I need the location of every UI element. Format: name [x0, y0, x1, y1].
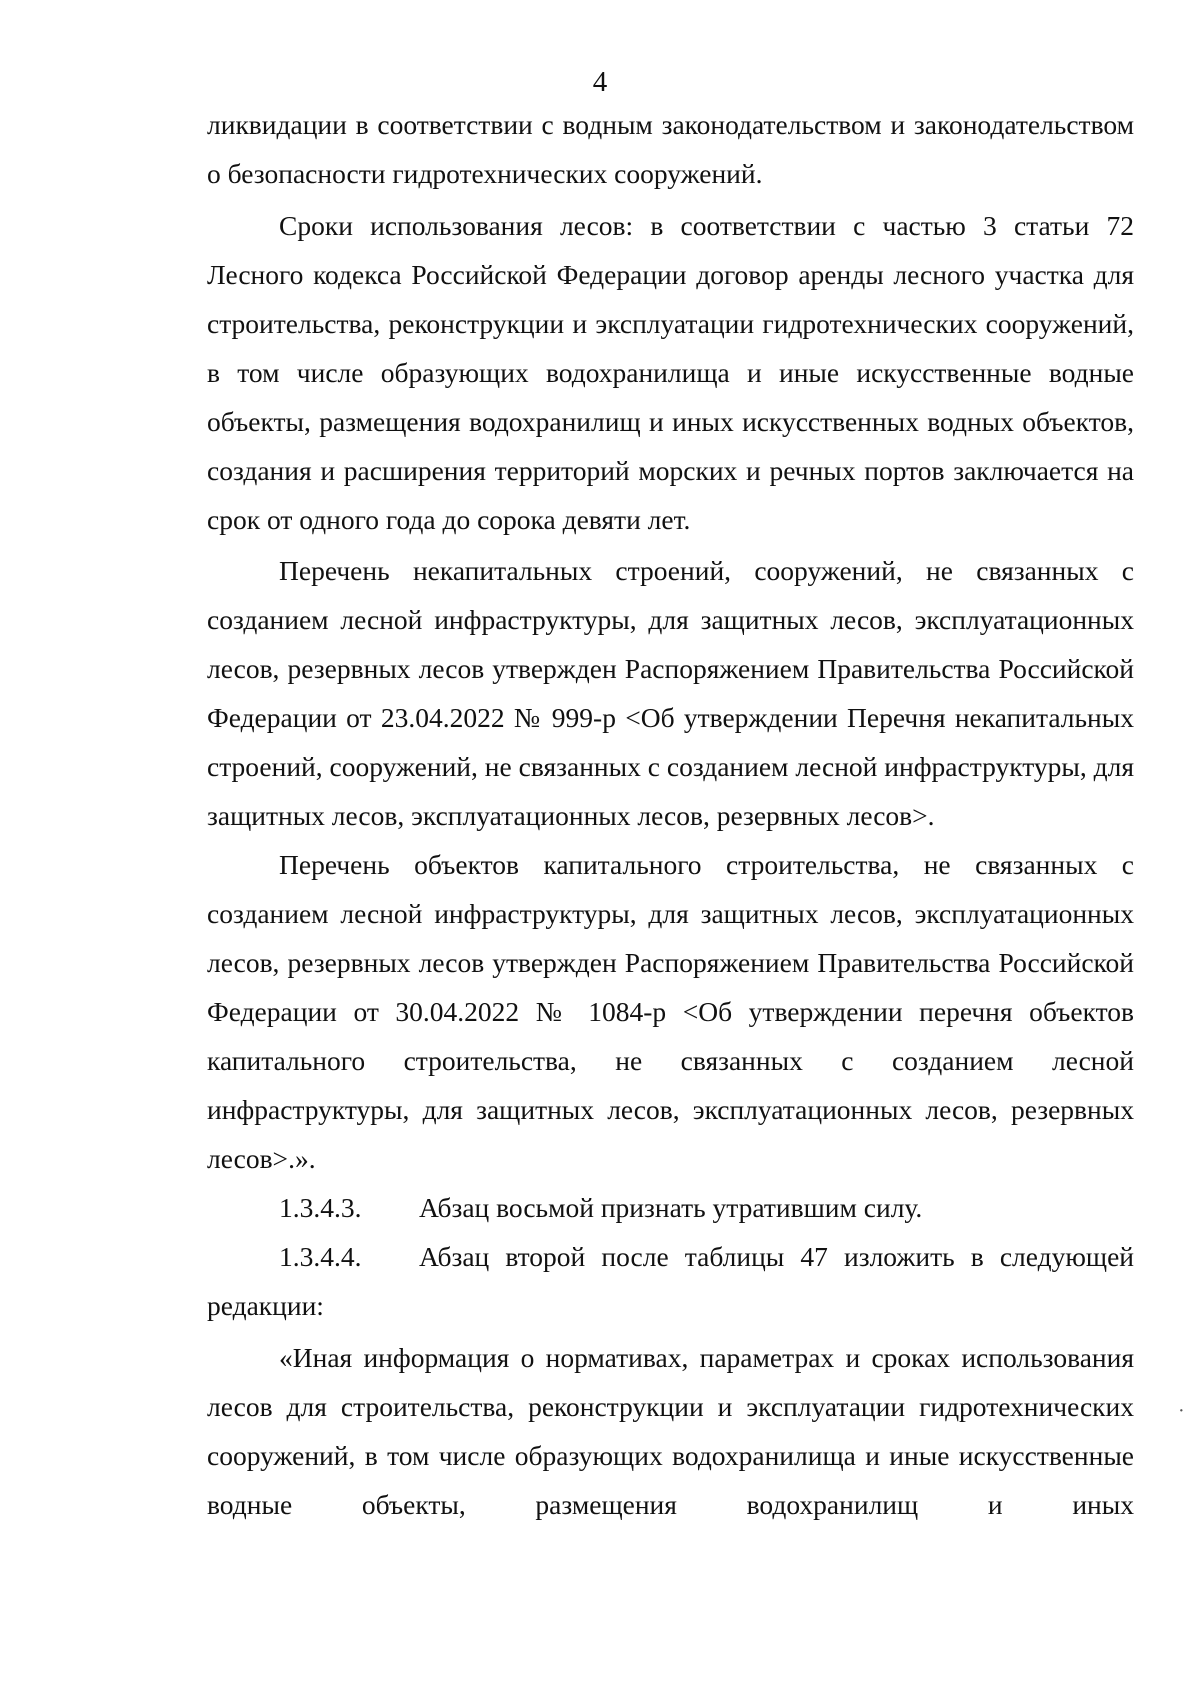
item-number: 1.3.4.4. [279, 1241, 362, 1272]
paragraph-quoted-amendment: «Иная информация о нормативах, параметрах и сроках использования лесов для строительства, реконструкции и эксплуатации гидротехнических сооружений, в том числе образующих водохранилища и иные искусственные водные объекты, размещения водохранилищ и иных [207, 1342, 1134, 1520]
paragraph-non-capital-list: Перечень некапитальных строений, сооружений, не связанных с созданием лесной инфраструктуры, для защитных лесов, эксплуатационных лесов, резервных лесов утвержден Распоряжением Правительства Российской Федерации от 23.04.2022 № 999-р <Об утверждении Перечня некапитальных строений, сооружений, не связанных с созданием лесной инфраструктуры, для защитных лесов, эксплуатационных лесов, резервных лесов>. [207, 555, 1134, 831]
item-text-continuation: редакции: [207, 1290, 324, 1321]
paragraph-capital-list: Перечень объектов капитального строительства, не связанных с созданием лесной инфраструктуры, для защитных лесов, эксплуатационных лесов, резервных лесов утвержден Распоряжением Правительства Российской Федерации от 30.04.2022 № 1084-р <Об утверждении перечня объектов капитального строительства, не связанных с созданием лесной инфраструктуры, для защитных лесов, эксплуатационных лесов, резервных лесов>.». [207, 849, 1134, 1174]
item-number: 1.3.4.3. [279, 1192, 362, 1223]
item-text: Абзац второй после таблицы 47 изложить в следующей [419, 1241, 1134, 1272]
paragraph-usage-terms: Сроки использования лесов: в соответствии с частью 3 статьи 72 Лесного кодекса Российской Федерации договор аренды лесного участка для строительства, реконструкции и эксплуатации гидротехнических сооружений, в том числе образующих водохранилища и иные искусственные водные объекты, размещения водохранилищ и иных искусственных водных объектов, создания и расширения территорий морских и речных портов заключается на срок от одного года до сорока девяти лет. [207, 210, 1134, 535]
paragraph-continuation: ликвидации в соответствии с водным законодательством и законодательством о безопасности гидротехнических сооружений. [207, 109, 1134, 189]
document-body [207, 100, 1134, 1529]
scan-speck: · [1178, 1400, 1185, 1422]
numbered-item-1-3-4-4 [207, 1232, 1134, 1281]
page-number: 4 [592, 66, 608, 98]
item-text: Абзац восьмой признать утратившим силу. [419, 1192, 923, 1223]
numbered-item-1-3-4-3 [207, 1183, 1134, 1232]
